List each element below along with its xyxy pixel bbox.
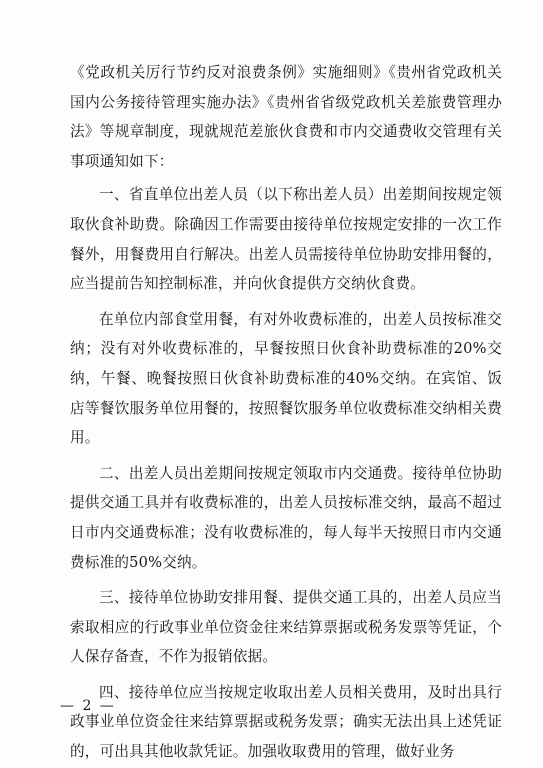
paragraph-item-4: 四、接待单位应当按规定收取出差人员相关费用，及时出具行政事业单位资金往来结算票据或税务发票；确实无法出具上述凭证的，可出具其他收款凭证。加强收取费用的管理，做好业务: [70, 683, 502, 761]
paragraph-item-1: 一、省直单位出差人员（以下称出差人员）出差期间按规定领取伙食补助费。除确因工作需要由接待单位按规定安排的一次工作餐外，用餐费用自行解决。出差人员需接待单位协助安排用餐的，应当提前告知控制标准，并向伙食提供方交纳伙食费。: [70, 186, 502, 293]
paragraph-intro: 《党政机关厉行节约反对浪费条例》实施细则》《贵州省党政机关国内公务接待管理实施办法》《贵州省省级党政机关差旅费管理办法》等规章制度，现就规范差旅伙食费和市内交通费收交管理有关事项通知如下：: [70, 64, 502, 170]
paragraph-item-2: 二、出差人员出差期间按规定领取市内交通费。接待单位协助提供交通工具并有收费标准的，出差人员按标准交纳，最高不超过日市内交通费标准；没有收费标准的，每人每半天按照日市内交通费标准的50%交纳。: [70, 464, 502, 571]
page-number: — 2 —: [60, 698, 116, 714]
paragraph-item-1-detail: 在单位内部食堂用餐，有对外收费标准的，出差人员按标准交纳；没有对外收费标准的，早餐按照日伙食补助费标准的20%交纳，午餐、晚餐按照日伙食补助费标准的40%交纳。在宾馆、饭店等餐饮服务单位用餐的，按照餐饮服务单位收费标准交纳相关费用。: [70, 310, 502, 447]
paragraph-item-3: 三、接待单位协助安排用餐、提供交通工具的，出差人员应当索取相应的行政事业单位资金往来结算票据或税务发票等凭证，个人保存备查，不作为报销依据。: [70, 589, 502, 666]
document-body: [70, 58, 502, 767]
